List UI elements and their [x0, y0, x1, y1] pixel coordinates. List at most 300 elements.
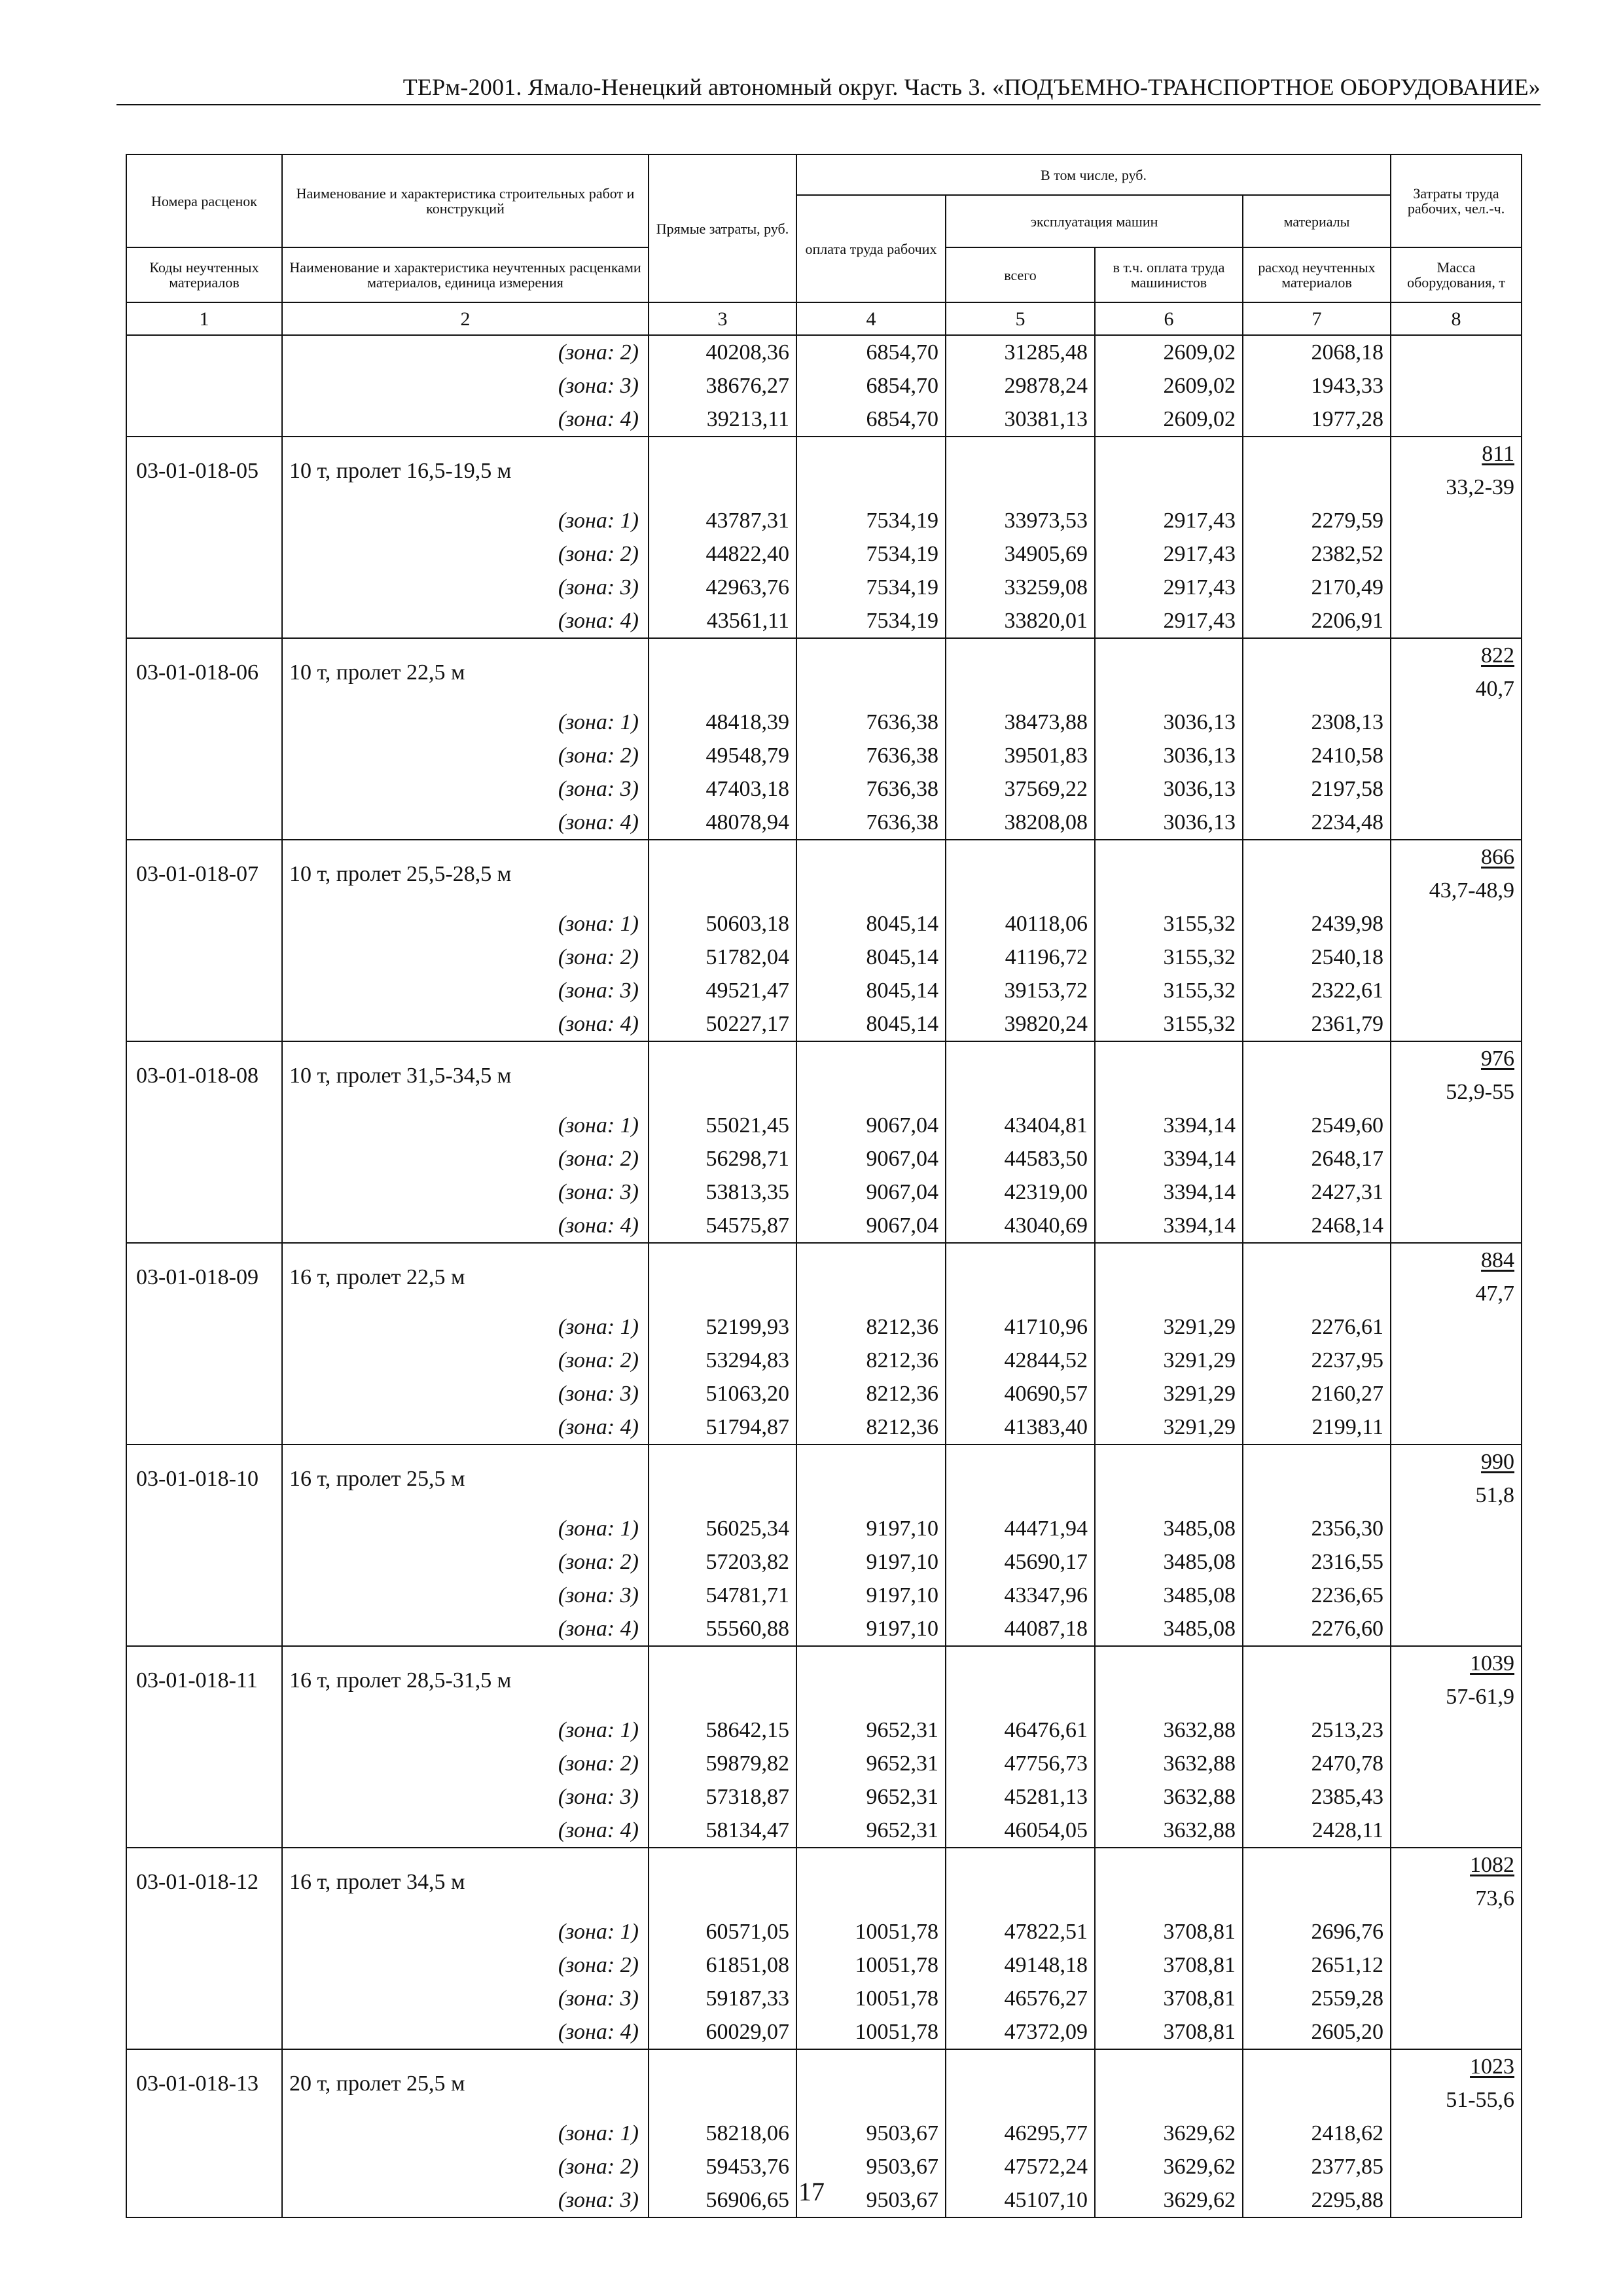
labor-pay-value: 6854,70	[796, 403, 946, 437]
machinist-pay-value: 2609,02	[1095, 335, 1243, 369]
labor-costs-value: 1023	[1470, 2054, 1515, 2079]
zone-row	[126, 1982, 1522, 2015]
empty-cell	[126, 1948, 282, 1982]
direct-costs-value: 52199,93	[649, 1310, 796, 1344]
machine-total-value: 38473,88	[946, 706, 1095, 739]
empty-cell	[126, 1512, 282, 1545]
empty-cell	[1391, 604, 1522, 638]
zone-row	[126, 772, 1522, 806]
labor-and-mass	[1391, 638, 1522, 706]
direct-costs-value: 38676,27	[649, 369, 796, 403]
empty-cell	[1243, 638, 1391, 706]
empty-cell	[1391, 1915, 1522, 1948]
materials-value: 2648,17	[1243, 1142, 1391, 1175]
empty-cell	[126, 1209, 282, 1243]
header-work-name: Наименование и характеристика строительных работ и конструкций	[282, 154, 649, 247]
materials-value: 2377,85	[1243, 2150, 1391, 2183]
zone-row	[126, 1512, 1522, 1545]
empty-cell	[126, 1344, 282, 1377]
empty-cell	[1391, 1007, 1522, 1041]
empty-cell	[1391, 772, 1522, 806]
materials-value: 2696,76	[1243, 1915, 1391, 1948]
empty-cell	[126, 941, 282, 974]
materials-value: 2418,62	[1243, 2117, 1391, 2150]
machinist-pay-value: 3632,88	[1095, 1747, 1243, 1780]
direct-costs-value: 58642,15	[649, 1713, 796, 1747]
labor-pay-value: 10051,78	[796, 1982, 946, 2015]
machinist-pay-value: 3629,62	[1095, 2150, 1243, 2183]
empty-cell	[649, 840, 796, 907]
machinist-pay-value: 3629,62	[1095, 2183, 1243, 2217]
empty-cell	[1391, 1948, 1522, 1982]
empty-cell	[126, 706, 282, 739]
empty-cell	[126, 1142, 282, 1175]
labor-pay-value: 8045,14	[796, 941, 946, 974]
empty-cell	[1391, 1747, 1522, 1780]
empty-cell	[946, 1243, 1095, 1310]
materials-value: 2540,18	[1243, 941, 1391, 974]
zone-label: (зона: 2)	[282, 739, 649, 772]
materials-value: 2385,43	[1243, 1780, 1391, 1814]
empty-cell	[126, 1175, 282, 1209]
machine-total-value: 41383,40	[946, 1410, 1095, 1444]
zone-label: (зона: 3)	[282, 1175, 649, 1209]
direct-costs-value: 59187,33	[649, 1982, 796, 2015]
empty-cell	[126, 1713, 282, 1747]
labor-and-mass	[1391, 840, 1522, 907]
labor-and-mass	[1391, 1041, 1522, 1109]
empty-cell	[1391, 1545, 1522, 1579]
materials-value: 2308,13	[1243, 706, 1391, 739]
empty-cell	[649, 1041, 796, 1109]
header-machine-total: всего	[946, 247, 1095, 302]
machine-total-value: 37569,22	[946, 772, 1095, 806]
work-name: 10 т, пролет 25,5-28,5 м	[282, 840, 649, 907]
zone-label: (зона: 3)	[282, 772, 649, 806]
rate-code: 03-01-018-12	[126, 1848, 282, 1915]
direct-costs-value: 44822,40	[649, 537, 796, 571]
direct-costs-value: 58218,06	[649, 2117, 796, 2150]
direct-costs-value: 56298,71	[649, 1142, 796, 1175]
labor-costs-value: 822	[1481, 643, 1515, 668]
machinist-pay-value: 3394,14	[1095, 1142, 1243, 1175]
empty-cell	[1391, 2015, 1522, 2049]
zone-label: (зона: 4)	[282, 1814, 649, 1848]
column-number: 8	[1391, 302, 1522, 335]
machine-total-value: 43040,69	[946, 1209, 1095, 1243]
labor-pay-value: 6854,70	[796, 369, 946, 403]
machinist-pay-value: 3632,88	[1095, 1780, 1243, 1814]
empty-cell	[126, 1377, 282, 1410]
empty-cell	[1391, 1982, 1522, 2015]
zone-label: (зона: 4)	[282, 2015, 649, 2049]
zone-label: (зона: 3)	[282, 2183, 649, 2217]
labor-and-mass	[1391, 1444, 1522, 1512]
direct-costs-value: 51782,04	[649, 941, 796, 974]
empty-cell	[126, 369, 282, 403]
labor-pay-value: 7636,38	[796, 806, 946, 840]
machine-total-value: 33259,08	[946, 571, 1095, 604]
zone-label: (зона: 3)	[282, 1982, 649, 2015]
empty-cell	[1095, 437, 1243, 504]
machine-total-value: 31285,48	[946, 335, 1095, 369]
machine-total-value: 47572,24	[946, 2150, 1095, 2183]
empty-cell	[1391, 974, 1522, 1007]
materials-value: 2279,59	[1243, 504, 1391, 537]
direct-costs-value: 53294,83	[649, 1344, 796, 1377]
zone-label: (зона: 2)	[282, 335, 649, 369]
rate-item-row	[126, 2049, 1522, 2117]
labor-pay-value: 9652,31	[796, 1814, 946, 1848]
header-direct-costs: Прямые затраты, руб.	[649, 154, 796, 302]
zone-label: (зона: 4)	[282, 1612, 649, 1646]
labor-costs-value: 866	[1481, 845, 1515, 869]
zone-row	[126, 335, 1522, 369]
equipment-mass-value: 47,7	[1475, 1282, 1515, 1306]
empty-cell	[126, 1109, 282, 1142]
empty-cell	[1391, 1175, 1522, 1209]
empty-cell	[1391, 941, 1522, 974]
zone-label: (зона: 4)	[282, 1209, 649, 1243]
direct-costs-value: 56906,65	[649, 2183, 796, 2217]
zone-row	[126, 1814, 1522, 1848]
column-number: 2	[282, 302, 649, 335]
zone-label: (зона: 3)	[282, 1377, 649, 1410]
direct-costs-value: 54781,71	[649, 1579, 796, 1612]
machine-total-value: 33973,53	[946, 504, 1095, 537]
empty-cell	[1243, 437, 1391, 504]
machine-total-value: 39501,83	[946, 739, 1095, 772]
empty-cell	[126, 604, 282, 638]
direct-costs-value: 53813,35	[649, 1175, 796, 1209]
machinist-pay-value: 3632,88	[1095, 1713, 1243, 1747]
header-material-codes: Коды неучтенных материалов	[126, 247, 282, 302]
empty-cell	[1391, 1579, 1522, 1612]
materials-value: 2316,55	[1243, 1545, 1391, 1579]
empty-cell	[1391, 1410, 1522, 1444]
machinist-pay-value: 3394,14	[1095, 1175, 1243, 1209]
labor-costs-value: 884	[1481, 1248, 1515, 1272]
rate-code: 03-01-018-06	[126, 638, 282, 706]
empty-cell	[1095, 1848, 1243, 1915]
zone-row	[126, 1109, 1522, 1142]
materials-value: 2206,91	[1243, 604, 1391, 638]
machine-total-value: 30381,13	[946, 403, 1095, 437]
empty-cell	[1391, 537, 1522, 571]
rate-code: 03-01-018-10	[126, 1444, 282, 1512]
zone-row	[126, 1915, 1522, 1948]
empty-cell	[126, 1579, 282, 1612]
machine-total-value: 39153,72	[946, 974, 1095, 1007]
equipment-mass-value: 57-61,9	[1446, 1685, 1515, 1709]
direct-costs-value: 56025,34	[649, 1512, 796, 1545]
labor-pay-value: 7636,38	[796, 772, 946, 806]
zone-row	[126, 941, 1522, 974]
labor-pay-value: 9652,31	[796, 1713, 946, 1747]
zone-label: (зона: 4)	[282, 1410, 649, 1444]
labor-pay-value: 6854,70	[796, 335, 946, 369]
zone-label: (зона: 1)	[282, 1512, 649, 1545]
zone-label: (зона: 2)	[282, 2150, 649, 2183]
empty-cell	[1391, 1713, 1522, 1747]
machinist-pay-value: 3155,32	[1095, 974, 1243, 1007]
empty-cell	[1391, 907, 1522, 941]
empty-cell	[1243, 2049, 1391, 2117]
work-name: 10 т, пролет 22,5 м	[282, 638, 649, 706]
machinist-pay-value: 3291,29	[1095, 1310, 1243, 1344]
empty-cell	[126, 403, 282, 437]
machinist-pay-value: 3291,29	[1095, 1410, 1243, 1444]
empty-cell	[1391, 739, 1522, 772]
machine-total-value: 44471,94	[946, 1512, 1095, 1545]
direct-costs-value: 55021,45	[649, 1109, 796, 1142]
direct-costs-value: 59879,82	[649, 1747, 796, 1780]
machinist-pay-value: 3485,08	[1095, 1545, 1243, 1579]
zone-row	[126, 1747, 1522, 1780]
materials-value: 2276,61	[1243, 1310, 1391, 1344]
direct-costs-value: 50227,17	[649, 1007, 796, 1041]
labor-pay-value: 7636,38	[796, 739, 946, 772]
empty-cell	[649, 1646, 796, 1713]
empty-cell	[126, 1410, 282, 1444]
zone-row	[126, 1780, 1522, 1814]
work-name: 16 т, пролет 34,5 м	[282, 1848, 649, 1915]
rate-code: 03-01-018-05	[126, 437, 282, 504]
zone-label: (зона: 4)	[282, 403, 649, 437]
materials-value: 2322,61	[1243, 974, 1391, 1007]
labor-and-mass	[1391, 1646, 1522, 1713]
machine-total-value: 29878,24	[946, 369, 1095, 403]
empty-cell	[1391, 1612, 1522, 1646]
column-numbers-row	[126, 302, 1522, 335]
labor-pay-value: 8045,14	[796, 974, 946, 1007]
labor-pay-value: 9067,04	[796, 1175, 946, 1209]
machine-total-value: 42319,00	[946, 1175, 1095, 1209]
labor-pay-value: 9067,04	[796, 1209, 946, 1243]
rate-code: 03-01-018-13	[126, 2049, 282, 2117]
zone-label: (зона: 2)	[282, 1142, 649, 1175]
empty-cell	[796, 2049, 946, 2117]
table-body	[126, 335, 1522, 2217]
header-rate-numbers: Номера расценок	[126, 154, 282, 247]
machine-total-value: 39820,24	[946, 1007, 1095, 1041]
direct-costs-value: 48418,39	[649, 706, 796, 739]
zone-label: (зона: 1)	[282, 504, 649, 537]
machinist-pay-value: 2917,43	[1095, 504, 1243, 537]
direct-costs-value: 58134,47	[649, 1814, 796, 1848]
direct-costs-value: 39213,11	[649, 403, 796, 437]
machine-total-value: 47756,73	[946, 1747, 1095, 1780]
empty-cell	[796, 1243, 946, 1310]
zone-label: (зона: 2)	[282, 1545, 649, 1579]
machinist-pay-value: 3708,81	[1095, 1982, 1243, 2015]
empty-cell	[126, 974, 282, 1007]
empty-cell	[1243, 1243, 1391, 1310]
equipment-mass-value: 51-55,6	[1446, 2088, 1515, 2112]
machinist-pay-value: 3036,13	[1095, 772, 1243, 806]
header-materials: материалы	[1243, 195, 1391, 247]
machinist-pay-value: 3291,29	[1095, 1377, 1243, 1410]
empty-cell	[1391, 1780, 1522, 1814]
materials-value: 2068,18	[1243, 335, 1391, 369]
direct-costs-value: 48078,94	[649, 806, 796, 840]
header-machine-operation: эксплуатация машин	[946, 195, 1243, 247]
work-name: 10 т, пролет 31,5-34,5 м	[282, 1041, 649, 1109]
machinist-pay-value: 3485,08	[1095, 1512, 1243, 1545]
empty-cell	[1243, 1848, 1391, 1915]
machine-total-value: 46295,77	[946, 2117, 1095, 2150]
materials-value: 2439,98	[1243, 907, 1391, 941]
empty-cell	[649, 1848, 796, 1915]
zone-row	[126, 571, 1522, 604]
labor-pay-value: 9067,04	[796, 1142, 946, 1175]
work-name: 20 т, пролет 25,5 м	[282, 2049, 649, 2117]
machine-total-value: 40690,57	[946, 1377, 1095, 1410]
zone-label: (зона: 1)	[282, 706, 649, 739]
empty-cell	[946, 1041, 1095, 1109]
empty-cell	[126, 739, 282, 772]
labor-pay-value: 8212,36	[796, 1410, 946, 1444]
empty-cell	[1391, 2117, 1522, 2150]
labor-costs-value: 1082	[1470, 1853, 1515, 1877]
empty-cell	[126, 772, 282, 806]
empty-cell	[796, 437, 946, 504]
materials-value: 2361,79	[1243, 1007, 1391, 1041]
materials-value: 2382,52	[1243, 537, 1391, 571]
labor-costs-value: 811	[1482, 442, 1515, 466]
materials-value: 2356,30	[1243, 1512, 1391, 1545]
zone-label: (зона: 4)	[282, 1007, 649, 1041]
rate-item-row	[126, 840, 1522, 907]
machine-total-value: 46576,27	[946, 1982, 1095, 2015]
empty-cell	[649, 1243, 796, 1310]
labor-pay-value: 10051,78	[796, 1915, 946, 1948]
labor-pay-value: 7534,19	[796, 504, 946, 537]
empty-cell	[1391, 335, 1522, 369]
zone-label: (зона: 4)	[282, 806, 649, 840]
empty-cell	[126, 907, 282, 941]
labor-pay-value: 8212,36	[796, 1344, 946, 1377]
machine-total-value: 45690,17	[946, 1545, 1095, 1579]
empty-cell	[796, 840, 946, 907]
labor-pay-value: 9067,04	[796, 1109, 946, 1142]
materials-value: 2197,58	[1243, 772, 1391, 806]
zone-label: (зона: 3)	[282, 369, 649, 403]
zone-row	[126, 1948, 1522, 1982]
zone-row	[126, 537, 1522, 571]
direct-costs-value: 54575,87	[649, 1209, 796, 1243]
empty-cell	[1391, 1109, 1522, 1142]
zone-label: (зона: 1)	[282, 907, 649, 941]
empty-cell	[1391, 1142, 1522, 1175]
materials-value: 2651,12	[1243, 1948, 1391, 1982]
labor-pay-value: 9503,67	[796, 2150, 946, 2183]
empty-cell	[1391, 1344, 1522, 1377]
table-header	[126, 154, 1522, 335]
materials-value: 2276,60	[1243, 1612, 1391, 1646]
labor-and-mass	[1391, 2049, 1522, 2117]
header-material-names: Наименование и характеристика неучтенных расценками материалов, единица измерения	[282, 247, 649, 302]
empty-cell	[1391, 504, 1522, 537]
rate-code: 03-01-018-08	[126, 1041, 282, 1109]
empty-cell	[649, 2049, 796, 2117]
rate-code: 03-01-018-09	[126, 1243, 282, 1310]
empty-cell	[126, 806, 282, 840]
zone-row	[126, 739, 1522, 772]
empty-cell	[126, 2117, 282, 2150]
zone-label: (зона: 2)	[282, 537, 649, 571]
empty-cell	[796, 1646, 946, 1713]
empty-cell	[649, 437, 796, 504]
empty-cell	[796, 638, 946, 706]
machine-total-value: 38208,08	[946, 806, 1095, 840]
machinist-pay-value: 3291,29	[1095, 1344, 1243, 1377]
zone-row	[126, 2117, 1522, 2150]
zone-row	[126, 1142, 1522, 1175]
empty-cell	[1391, 403, 1522, 437]
direct-costs-value: 40208,36	[649, 335, 796, 369]
column-number: 3	[649, 302, 796, 335]
empty-cell	[126, 537, 282, 571]
direct-costs-value: 51794,87	[649, 1410, 796, 1444]
column-number: 7	[1243, 302, 1391, 335]
labor-and-mass	[1391, 437, 1522, 504]
header-labor-costs: Затраты труда рабочих, чел.-ч.	[1391, 154, 1522, 247]
direct-costs-value: 59453,76	[649, 2150, 796, 2183]
column-number: 1	[126, 302, 282, 335]
zone-row	[126, 403, 1522, 437]
rate-code: 03-01-018-07	[126, 840, 282, 907]
machinist-pay-value: 3155,32	[1095, 1007, 1243, 1041]
machine-total-value: 40118,06	[946, 907, 1095, 941]
machine-total-value: 45281,13	[946, 1780, 1095, 1814]
materials-value: 2160,27	[1243, 1377, 1391, 1410]
labor-pay-value: 9197,10	[796, 1512, 946, 1545]
empty-cell	[126, 1982, 282, 2015]
zone-label: (зона: 3)	[282, 1579, 649, 1612]
running-header: ТЕРм-2001. Ямало-Ненецкий автономный округ. Часть 3. «ПОДЪЕМНО-ТРАНСПОРТНОЕ ОБОРУДОВАНИЕ»	[116, 72, 1541, 105]
machine-total-value: 44583,50	[946, 1142, 1095, 1175]
machine-total-value: 43404,81	[946, 1109, 1095, 1142]
page-number: 17	[798, 2177, 825, 2206]
zone-label: (зона: 1)	[282, 1713, 649, 1747]
direct-costs-value: 55560,88	[649, 1612, 796, 1646]
machinist-pay-value: 2917,43	[1095, 604, 1243, 638]
labor-pay-value: 9197,10	[796, 1612, 946, 1646]
materials-value: 2427,31	[1243, 1175, 1391, 1209]
machine-total-value: 41196,72	[946, 941, 1095, 974]
rate-item-row	[126, 437, 1522, 504]
labor-pay-value: 7534,19	[796, 537, 946, 571]
labor-pay-value: 8045,14	[796, 1007, 946, 1041]
direct-costs-value: 61851,08	[649, 1948, 796, 1982]
machinist-pay-value: 3036,13	[1095, 706, 1243, 739]
empty-cell	[1095, 1041, 1243, 1109]
materials-value: 2295,88	[1243, 2183, 1391, 2217]
zone-label: (зона: 3)	[282, 1780, 649, 1814]
labor-pay-value: 9503,67	[796, 2183, 946, 2217]
empty-cell	[126, 1915, 282, 1948]
equipment-mass-value: 43,7-48,9	[1429, 878, 1515, 903]
zone-row	[126, 1209, 1522, 1243]
direct-costs-value: 60029,07	[649, 2015, 796, 2049]
zone-row	[126, 1410, 1522, 1444]
empty-cell	[1391, 706, 1522, 739]
empty-cell	[126, 1814, 282, 1848]
machine-total-value: 47822,51	[946, 1915, 1095, 1948]
zone-row	[126, 1175, 1522, 1209]
rates-table	[126, 154, 1522, 2218]
